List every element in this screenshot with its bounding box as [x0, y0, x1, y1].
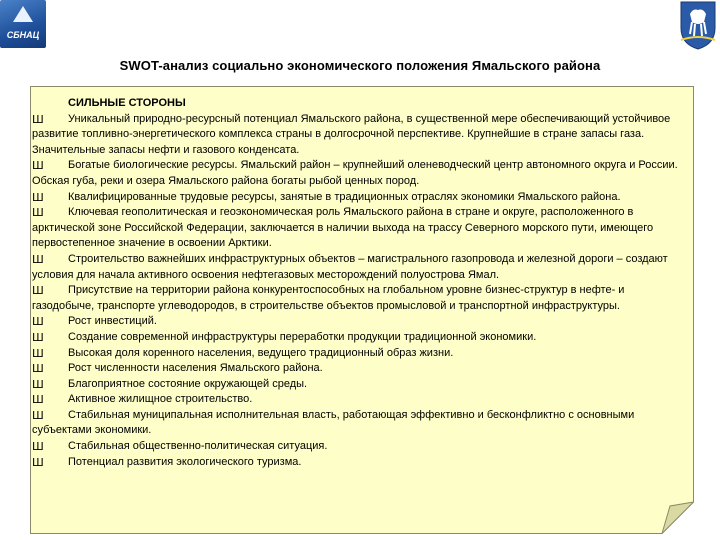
strength-item-text: Стабильная муниципальная исполнительная власть, работающая эффективно и бесконфликтно с основными субъектами экономики.	[32, 408, 635, 437]
bullet-icon: Ш	[32, 284, 44, 298]
logo-text: СБНАЦ	[6, 30, 40, 40]
strength-item-text: Стабильная общественно-политическая ситуация.	[68, 440, 328, 453]
strength-item-text: Создание современной инфраструктуры переработки продукции традиционной экономики.	[68, 330, 537, 343]
strength-item-text: Ключевая геополитическая и геоэкономическая роль Ямальского района в стране и округе, расположенного в арктической зоне Российской Федерации, заключается в наличии выхода на трассу Северного морского пути, имеющего первостепенное значение в освоении Арктики.	[32, 206, 654, 250]
bullet-icon: Ш	[32, 159, 44, 173]
organization-logo	[0, 0, 46, 48]
strength-item	[32, 252, 688, 283]
strengths-list	[32, 112, 688, 471]
strength-item-text: Активное жилищное строительство.	[68, 393, 253, 406]
bullet-icon: Ш	[32, 393, 44, 407]
bullet-icon: Ш	[32, 362, 44, 376]
strength-item	[32, 330, 688, 346]
coat-of-arms-icon	[678, 0, 718, 50]
strength-item-text: Потенциал развития экологического туризма.	[68, 455, 302, 468]
bullet-icon: Ш	[32, 252, 44, 266]
bullet-icon: Ш	[32, 455, 44, 469]
strength-item	[32, 346, 688, 362]
strength-item-text: Высокая доля коренного населения, ведущего традиционный образ жизни.	[68, 346, 454, 359]
bullet-icon: Ш	[32, 330, 44, 344]
strength-item-text: Квалифицированные трудовые ресурсы, занятые в традиционных отраслях экономики Ямальского района.	[68, 190, 621, 203]
strength-item	[32, 408, 688, 439]
strength-item	[32, 439, 688, 455]
strength-item	[32, 283, 688, 314]
strength-item	[32, 455, 688, 471]
bullet-icon: Ш	[32, 112, 44, 126]
page-title: SWOT-анализ социально экономического положения Ямальского района	[119, 58, 601, 73]
strength-item-text: Богатые биологические ресурсы. Ямальский район – крупнейший оленеводческий центр автономного округа и России. Обская губа, реки и озера Ямальского района богаты рыбой ценных пород.	[32, 159, 678, 187]
strength-item	[32, 158, 688, 189]
strengths-heading: СИЛЬНЫЕ СТОРОНЫ	[68, 97, 186, 109]
strengths-content	[32, 96, 688, 470]
strength-item-text: Присутствие на территории района конкурентоспособных на глобальном уровне бизнес-структур в нефте- и газодобыче, транспорте углеводородов, в строительстве объектов промысловой и транспортной инфраструктуры.	[32, 284, 625, 312]
bullet-icon: Ш	[32, 408, 44, 422]
strength-item-text: Рост инвестиций.	[68, 315, 157, 328]
strength-item	[32, 377, 688, 393]
strength-item	[32, 205, 688, 252]
bullet-icon: Ш	[32, 206, 44, 220]
strength-item-text: Строительство важнейших инфраструктурных объектов – магистрального газопровода и железной дороги – создают условия для начала активного освоения нефтегазовых месторождений полуострова Ямал.	[32, 252, 668, 281]
bullet-icon: Ш	[32, 377, 44, 391]
strength-item	[32, 392, 688, 408]
strengths-note	[30, 86, 694, 534]
strength-item-text: Благоприятное состояние окружающей среды.	[68, 377, 308, 390]
triangle-emblem-icon	[13, 6, 33, 22]
strength-item-text: Уникальный природно-ресурсный потенциал Ямальского района, в существенной мере обеспечивающий устойчивое развитие топливно-энергетического комплекса страны в долгосрочной перспективе. Крупнейшие в стране запасы газа. Значительные запасы нефти и газового конденсата.	[32, 112, 671, 156]
bullet-icon: Ш	[32, 190, 44, 204]
strength-item	[32, 112, 688, 159]
bullet-icon: Ш	[32, 346, 44, 360]
strength-item-text: Рост численности населения Ямальского района.	[68, 362, 323, 375]
strength-item	[32, 314, 688, 330]
bullet-icon: Ш	[32, 315, 44, 329]
strength-item	[32, 190, 688, 206]
strength-item	[32, 361, 688, 377]
bullet-icon: Ш	[32, 440, 44, 454]
